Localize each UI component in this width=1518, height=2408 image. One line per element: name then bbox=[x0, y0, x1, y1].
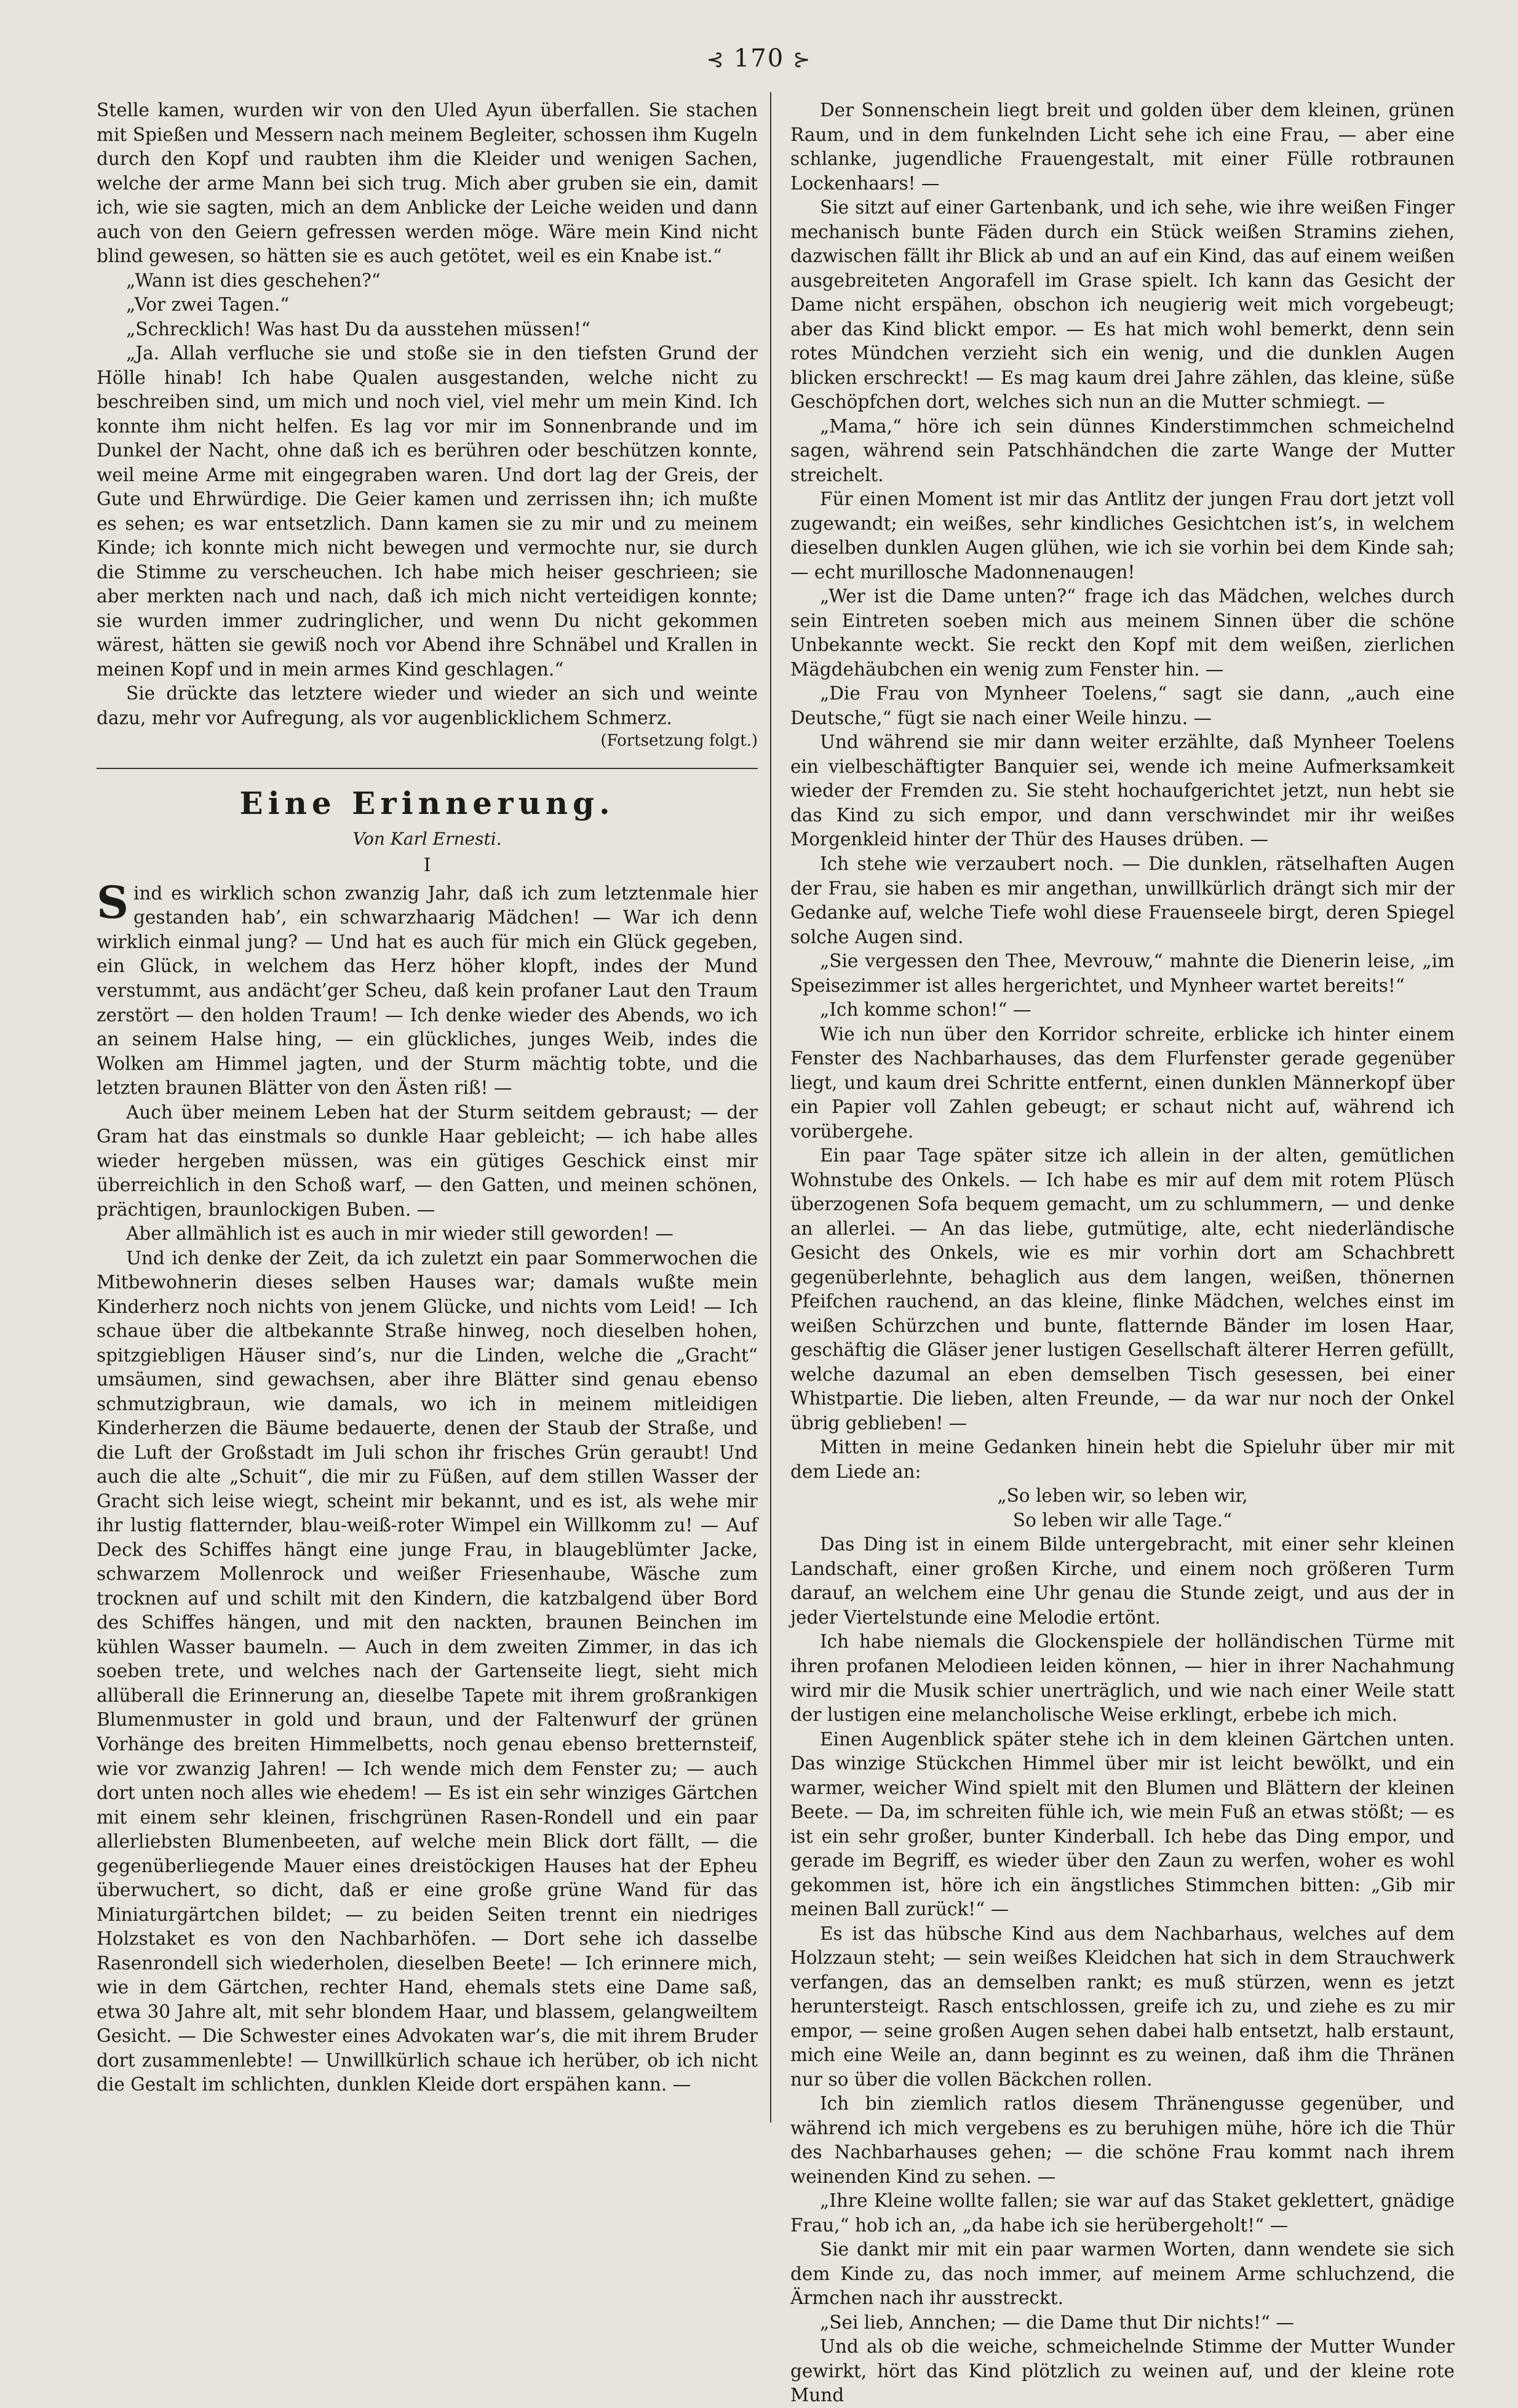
column-divider bbox=[770, 92, 771, 2123]
paragraph: „Vor zwei Tagen.“ bbox=[126, 294, 290, 316]
story-opening-text: ind es wirklich schon zwanzig Jahr, daß ich zum letztenmale hier gestanden hab’, ein schwarzhaarig Mädchen! — War ich denn wirklich einmal jung? — Und hat es auch für mich ein Glück gegeben, ein Glück, in welchem das Herz höher klopft, indes der Mund verstummt, aus andächt’ger Scheu, daß kein profaner Laut den Traum zerstört — den holden Traum! — Ich denke wieder des Abends, wo ich an seinem Halse hing, — ein glückliches, junges Weib, indes die Wolken am Himmel jagten, und der Sturm mächtig tobte, und die letzten braunen Blätter von den Ästen riß! — bbox=[97, 882, 758, 1099]
drop-cap: S bbox=[97, 875, 129, 928]
paragraph: Auch über meinem Leben hat der Sturm seitdem gebraust; — der Gram hat das einstmals so dunkle Haar gebleicht; — ich habe alles wieder hergeben müssen, was ein gütiges Geschick einst mir überreichlich in den Schoß warf, — den Gatten, und meinen schönen, prächtigen, braunlockigen Buben. — bbox=[97, 1101, 758, 1220]
paragraph: Und ich denke der Zeit, da ich zuletzt ein paar Sommerwochen die Mitbewohnerin dieses selben Hauses war; damals wußte mein Kinderherz noch nichts von jenem Glücke, und nichts vom Leid! — Ich schaue über die altbekannte Straße hinweg, noch dieselben hohen, spitzgiebligen Häuser sind’s, nur die Linden, welche die „Gracht“ umsäumen, sind gewachsen, aber ihre Blätter sind genau ebenso schmutzigbraun, wie damals, wo ich in meinem mitleidigen Kinderherzen die Bäume bedauerte, denen der Staub der Straße, und die Luft der Großstadt im Juli schon ihr frisches Grün geraubt! Und auch die alte „Schuit“, die mir zu Füßen, auf dem stillen Wasser der Gracht sich leise wiegt, scheint mir bekannt, und es ist, als wehe mir ihr lustig flatternder, blau-weiß-roter Wimpel ein Willkomm zu! — Auf Deck des Schiffes hängt eine junge Frau, in blaugeblümter Jacke, schwarzem Mollenrock und weißer Friesenhaube, Wäsche zum trocknen auf und schilt mit den Kindern, die katzbalgend über Bord des Schiffes hängen, und mit den nackten, braunen Beinchen im kühlen Wasser baumeln. — Auch in dem zweiten Zimmer, in das ich soeben trete, und welches nach der Gartenseite liegt, sieht mich allüberall die Erinnerung an, dieselbe Tapete mit ihrem großrankigen Blumenmuster in gold und braun, und der Faltenwurf der grünen Vorhänge des breiten Himmelbetts, noch genau ebenso bretternsteif, wie vor zwanzig Jahren! — Ich wende mich dem Fenster zu; — auch dort unten noch alles wie ehedem! — Es ist ein sehr winziges Gärtchen mit einem sehr kleinen, frischgrünen Rasen-Rondell und ein paar allerliebsten Blumenbeeten, auf welche mein Blick dort fällt, — die gegenüberliegende Mauer eines dreistöckigen Hauses hat der Epheu überwuchert, so dicht, daß er eine große grüne Wand für das Miniaturgärtchen bildet; — zu beiden Seiten trennt ein niedriges Holzstaket es von den Nachbarhöfen. — Dort sehe ich dasselbe Rasenrondell sich wiederholen, dieselben Beete! — Ich erinnere mich, wie in dem Gärtchen, rechter Hand, ehemals stets eine Dame saß, etwa 30 Jahre alt, mit sehr blondem Haar, und blassem, gelangweiltem Gesicht. — Die Schwester eines Advokaten war’s, die mit ihrem Bruder dort zusammenlebte! — Unwillkürlich schaue ich herüber, ob ich nicht die Gestalt im schlichten, dunklen Kleide dort erspähen kann. — bbox=[97, 1247, 758, 2095]
paragraph: Ich stehe wie verzaubert noch. — Die dunklen, rätselhaften Augen der Frau, sie haben es mir angethan, unwillkürlich drängt sich mir der Gedanke auf, welche Tiefe wohl diese Frauenseele birgt, deren Spiegel solche Augen sind. bbox=[790, 853, 1455, 947]
right-column bbox=[790, 98, 1455, 2406]
paragraph: „Ich komme schon!“ — bbox=[820, 999, 1031, 1021]
paragraph: „Sei lieb, Annchen; — die Dame thut Dir nichts!“ — bbox=[820, 2311, 1294, 2333]
ornament-left-icon: ⊰ bbox=[706, 47, 725, 72]
paragraph: „Wer ist die Dame unten?“ frage ich das Mädchen, welches durch sein Eintreten soeben mich aus meinem Sinnen über die schöne Unbekannte weckt. Sie reckt den Kopf mit dem weißen, zierlichen Mägdehäubchen ein wenig zum Fenster hin. — bbox=[790, 586, 1455, 680]
page-header bbox=[0, 44, 1518, 73]
paragraph: Ich bin ziemlich ratlos diesem Thränengusse gegenüber, und während ich mich vergebens es zu beruhigen mühe, höre ich die Thür des Nachbarhauses gehen; — die schöne Frau kommt nach ihrem weinenden Kind zu sehen. — bbox=[790, 2093, 1455, 2187]
paragraph: Ich habe niemals die Glockenspiele der holländischen Türme mit ihren profanen Melodieen leiden können, — hier in ihrer Nachahmung wird mir die Musik schier unerträglich, und wie nach einer Weile statt der lustigen eine melancholische Weise erklingt, erbebe ich mich. bbox=[790, 1631, 1455, 1726]
paragraph: „Wann ist dies geschehen?“ bbox=[126, 269, 381, 291]
paragraph: Ein paar Tage später sitze ich allein in der alten, gemütlichen Wohnstube des Onkels. — Ich habe es mir auf dem mit rotem Plüsch überzogenen Sofa bequem gemacht, um zu schlummern, — und denke an allerlei. — An das liebe, gutmütige, alte, echt niederländische Gesicht des Onkels, wie es mir vorhin dort am Schachbrett gegenüberlehnte, behaglich aus dem langen, weißen, thönernen Pfeifchen rauchend, an das kleine, flinke Mädchen, welches einst im weißen Schürzchen und bunte, flatternde Bänder im losen Haar, geschäftig die Gläser jener lustigen Gesellschaft älterer Herren gefüllt, welche dazumal an eben demselben Tisch gesessen, bei einer Whistpartie. Die lieben, alten Freunde, — da war nur noch der Onkel übrig geblieben! — bbox=[790, 1145, 1455, 1433]
paragraph: Mitten in meine Gedanken hinein hebt die Spieluhr über mir mit dem Liede an: bbox=[790, 1437, 1455, 1482]
paragraph: Sie sitzt auf einer Gartenbank, und ich sehe, wie ihre weißen Finger mechanisch bunte Fäden durch ein Stück weißen Stramins ziehen, dazwischen fällt ihr Blick ab und an auf ein Kind, das auf einem weißen ausgebreiteten Angorafell im Grase spielt. Ich kann das Gesicht der Dame nicht erspähen, obschon ich neugierig weit mich vorgebeugt; aber das Kind blickt empor. — Es hat mich wohl bemerkt, denn sein rotes Mündchen verzieht sich ein wenig, und die dunklen Augen blicken erschreckt! — Es mag kaum drei Jahre zählen, das kleine, süße Geschöpfchen dort, welches sich nun an die Mutter schmiegt. — bbox=[790, 197, 1455, 413]
paragraph: Stelle kamen, wurden wir von den Uled Ayun überfallen. Sie stachen mit Spießen und Messern nach meinem Begleiter, schossen ihm Kugeln durch den Kopf und raubten ihm die Kleider und wenigen Sachen, welche der arme Mann bei sich trug. Mich aber gruben sie ein, damit ich, wie sie sagten, mich an dem Anblicke der Leiche weiden und dann auch von den Geiern gefressen werden möge. Wäre mein Kind nicht blind gewesen, so hätten sie es auch getötet, weil es ein Knabe ist.“ bbox=[97, 100, 758, 267]
chapter-number: I bbox=[423, 854, 431, 876]
paragraph: Der Sonnenschein liegt breit und golden über dem kleinen, grünen Raum, und in dem funkelnden Licht sehe ich eine Frau, — aber eine schlanke, jugendliche Frauengestalt, mit einer Fülle rotbraunen Lockenhaars! — bbox=[790, 100, 1455, 194]
byline: Von Karl Ernesti. bbox=[352, 829, 502, 850]
paragraph: Das Ding ist in einem Bilde untergebracht, mit einer sehr kleinen Landschaft, einer großen Kirche, und einem noch größeren Turm darauf, an welchem eine Uhr genau die Stunde zeigt, und aus der in jeder Viertelstunde eine Melodie ertönt. bbox=[790, 1534, 1455, 1628]
paragraph: Wie ich nun über den Korridor schreite, erblicke ich hinter einem Fenster des Nachbarhauses, das dem Flurfenster gerade gegenüber liegt, und kaum drei Schritte entfernt, einen dunklen Männerkopf über ein Papier voll Zahlen gebeugt; er schaut nicht auf, während ich vorübergehe. bbox=[790, 1023, 1455, 1142]
section-rule bbox=[97, 768, 758, 769]
paragraph: Aber allmählich ist es auch in mir wieder still geworden! — bbox=[126, 1223, 674, 1245]
paragraph: „Ja. Allah verfluche sie und stoße sie in den tiefsten Grund der Hölle hinab! Ich habe Qualen ausgestanden, welche nicht zu beschreiben sind, um mich und noch viel, viel mehr um mein Kind. Ich konnte ihm nicht helfen. Es lag vor mir im Sonnenbrande und im Dunkel der Nacht, ohne daß ich es berühren oder beschützen konnte, weil meine Arme mit eingegraben waren. Und dort lag der Greis, der Gute und Ehrwürdige. Die Geier kamen und zerrissen ihn; ich mußte es sehen; es war entsetzlich. Dann kamen sie zu mir und zu meinem Kinde; ich konnte mich nicht bewegen und vermochte nur, sie durch die Stimme zu verscheuchen. Ich habe mich heiser geschrieen; sie aber merkten nach und nach, daß ich mich nicht verteidigen konnte; sie wurden immer zudringlicher, und wenn Du nicht gekommen wärest, hätten sie gewiß noch vor Abend ihre Schnäbel und Krallen in meinen Kopf und in mein armes Kind geschlagen.“ bbox=[97, 343, 758, 680]
paragraph: „Schrecklich! Was hast Du da ausstehen müssen!“ bbox=[126, 318, 590, 340]
page-number: 170 bbox=[733, 44, 785, 73]
paragraph: Einen Augenblick später stehe ich in dem kleinen Gärtchen unten. Das winzige Stückchen Himmel über mir ist leicht bewölkt, und ein warmer, weicher Wind spielt mit den Blumen und Blättern der kleinen Beete. — Da, im schreiten fühle ich, wie mein Fuß an etwas stößt; — es ist ein sehr großer, bunter Kinderball. Ich hebe das Ding empor, und gerade im Begriff, es wieder über den Zaun zu werfen, woher es wohl gekommen ist, höre ich ein ängstliches Stimmchen bitten: „Gib mir meinen Ball zurück!“ — bbox=[790, 1728, 1455, 1920]
ornament-right-icon: ⊱ bbox=[793, 47, 812, 72]
story-opening-paragraph bbox=[97, 875, 758, 1101]
paragraph: „Sie vergessen den Thee, Mevrouw,“ mahnte die Dienerin leise, „im Speisezimmer ist alles hergerichtet, und Mynheer wartet bereits!“ bbox=[790, 951, 1455, 996]
paragraph: Und als ob die weiche, schmeichelnde Stimme der Mutter Wunder gewirkt, hört das Kind plötzlich zu weinen auf, und der kleine rote Mund bbox=[790, 2336, 1455, 2406]
paragraph: Sie drückte das letztere wieder und wieder an sich und weinte dazu, mehr vor Aufregung, als vor augenblicklichem Schmerz. bbox=[97, 683, 758, 728]
paragraph: „Ihre Kleine wollte fallen; sie war auf das Staket geklettert, gnädige Frau,“ hob ich an, „da habe ich sie herübergeholt!“ — bbox=[790, 2190, 1455, 2236]
verse-line: So leben wir alle Tage.“ bbox=[1012, 1509, 1233, 1531]
paragraph: Sie dankt mir mit ein paar warmen Worten, dann wendete sie sich dem Kinde zu, das noch immer, auf meinem Arme schluchzend, die Ärmchen nach ihr ausstreckt. bbox=[790, 2239, 1455, 2309]
paragraph: „Mama,“ höre ich sein dünnes Kinderstimmchen schmeichelnd sagen, während sein Patschhändchen die zarte Wange der Mutter streichelt. bbox=[790, 415, 1455, 485]
paragraph: Es ist das hübsche Kind aus dem Nachbarhaus, welches auf dem Holzzaun steht; — sein weißes Kleidchen hat sich in dem Strauchwerk verfangen, das an demselben rankt; es muß stürzen, wenn es jetzt heruntersteigt. Rasch entschlossen, greife ich zu, und ziehe es zu mir empor, — seine großen Augen sehen dabei halb entsetzt, halb erstaunt, mich eine Weile an, dann beginnt es zu weinen, daß ihm die Thränen nur so über die vollen Bäckchen rollen. bbox=[790, 1923, 1455, 2090]
verse-line: „So leben wir, so leben wir, bbox=[997, 1485, 1248, 1507]
left-column bbox=[97, 98, 758, 2123]
story-title: Eine Erinnerung. bbox=[239, 785, 615, 822]
paragraph: Für einen Moment ist mir das Antlitz der jungen Frau dort jetzt voll zugewandt; ein weißes, sehr kindliches Gesichtchen ist’s, in welchem dieselben dunklen Augen glühen, wie ich sie vorhin bei dem Kinde sah; — echt murillosche Madonnenaugen! bbox=[790, 488, 1455, 583]
paragraph: „Die Frau von Mynheer Toelens,“ sagt sie dann, „auch eine Deutsche,“ fügt sie nach einer Weile hinzu. — bbox=[790, 683, 1455, 728]
continuation-note: (Fortsetzung folgt.) bbox=[600, 732, 758, 751]
paragraph: Und während sie mir dann weiter erzählte, daß Mynheer Toelens ein vielbeschäftigter Banquier sei, wende ich meine Aufmerksamkeit wieder der Fremden zu. Sie steht hochaufgerichtet jetzt, nun hebt sie das Kind zu sich empor, und dann verschwindet mir ihr weißes Morgenkleid hinter der Thür des Hauses drüben. — bbox=[790, 732, 1455, 850]
